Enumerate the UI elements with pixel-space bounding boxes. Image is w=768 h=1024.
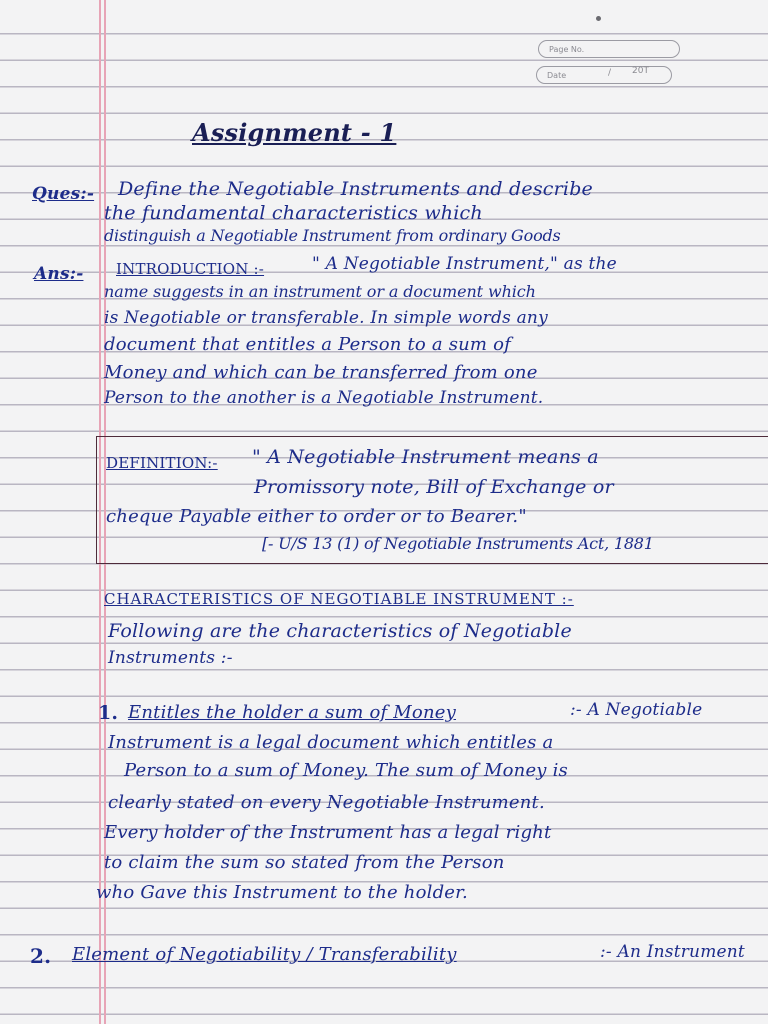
answer-line: Money and which can be transferred from one <box>104 362 538 383</box>
item-line: :- An Instrument <box>600 942 745 962</box>
definition-citation: [- U/S 13 (1) of Negotiable Instruments Act, 1881 <box>262 534 654 553</box>
page-number-field <box>538 40 680 58</box>
binding-hole <box>596 16 601 21</box>
answer-line: is Negotiable or transferable. In simple words any <box>104 308 548 328</box>
date-year-prefix: 20T <box>632 66 649 76</box>
answer-line: name suggests in an instrument or a document which <box>104 282 536 301</box>
definition-label: DEFINITION:- <box>106 454 218 472</box>
question-line: the fundamental characteristics which <box>104 202 483 224</box>
characteristics-heading: CHARACTERISTICS OF NEGOTIABLE INSTRUMENT :- <box>104 590 574 608</box>
answer-line: Person to the another is a Negotiable Instrument. <box>104 388 544 408</box>
answer-line: document that entitles a Person to a sum of <box>104 334 512 355</box>
item-line: to claim the sum so stated from the Person <box>104 852 505 873</box>
item-line: Every holder of the Instrument has a legal right <box>104 822 552 843</box>
question-line: Define the Negotiable Instruments and describe <box>118 178 593 200</box>
item-line: Instrument is a legal document which entitles a <box>108 732 554 753</box>
question-label: Ques:- <box>32 184 95 204</box>
date-field <box>536 66 672 84</box>
item-title: Entitles the holder a sum of Money <box>128 702 456 723</box>
item-line: Person to a sum of Money. The sum of Money is <box>124 760 568 781</box>
item-number: 1. <box>98 702 119 724</box>
item-number: 2. <box>30 944 52 968</box>
definition-line: Promissory note, Bill of Exchange or <box>254 476 614 498</box>
definition-line: " A Negotiable Instrument means a <box>252 446 599 468</box>
item-line: clearly stated on every Negotiable Instrument. <box>108 792 545 813</box>
item-title: Element of Negotiability / Transferability <box>72 944 457 965</box>
item-line: who Gave this Instrument to the holder. <box>96 882 468 903</box>
answer-line: " A Negotiable Instrument," as the <box>312 254 617 274</box>
page-number-label: Page No. <box>549 45 585 54</box>
assignment-title: Assignment - 1 <box>192 118 397 147</box>
answer-label: Ans:- <box>34 264 84 284</box>
definition-line: cheque Payable either to order or to Bearer." <box>106 506 527 527</box>
introduction-heading: INTRODUCTION :- <box>116 260 265 278</box>
characteristics-intro-line: Following are the characteristics of Negotiable <box>108 620 572 642</box>
characteristics-intro-line: Instruments :- <box>108 648 233 668</box>
item-line: :- A Negotiable <box>570 700 703 720</box>
date-label: Date <box>547 71 567 80</box>
date-separator: / <box>608 68 612 78</box>
question-line: distinguish a Negotiable Instrument from ordinary Goods <box>104 226 561 245</box>
